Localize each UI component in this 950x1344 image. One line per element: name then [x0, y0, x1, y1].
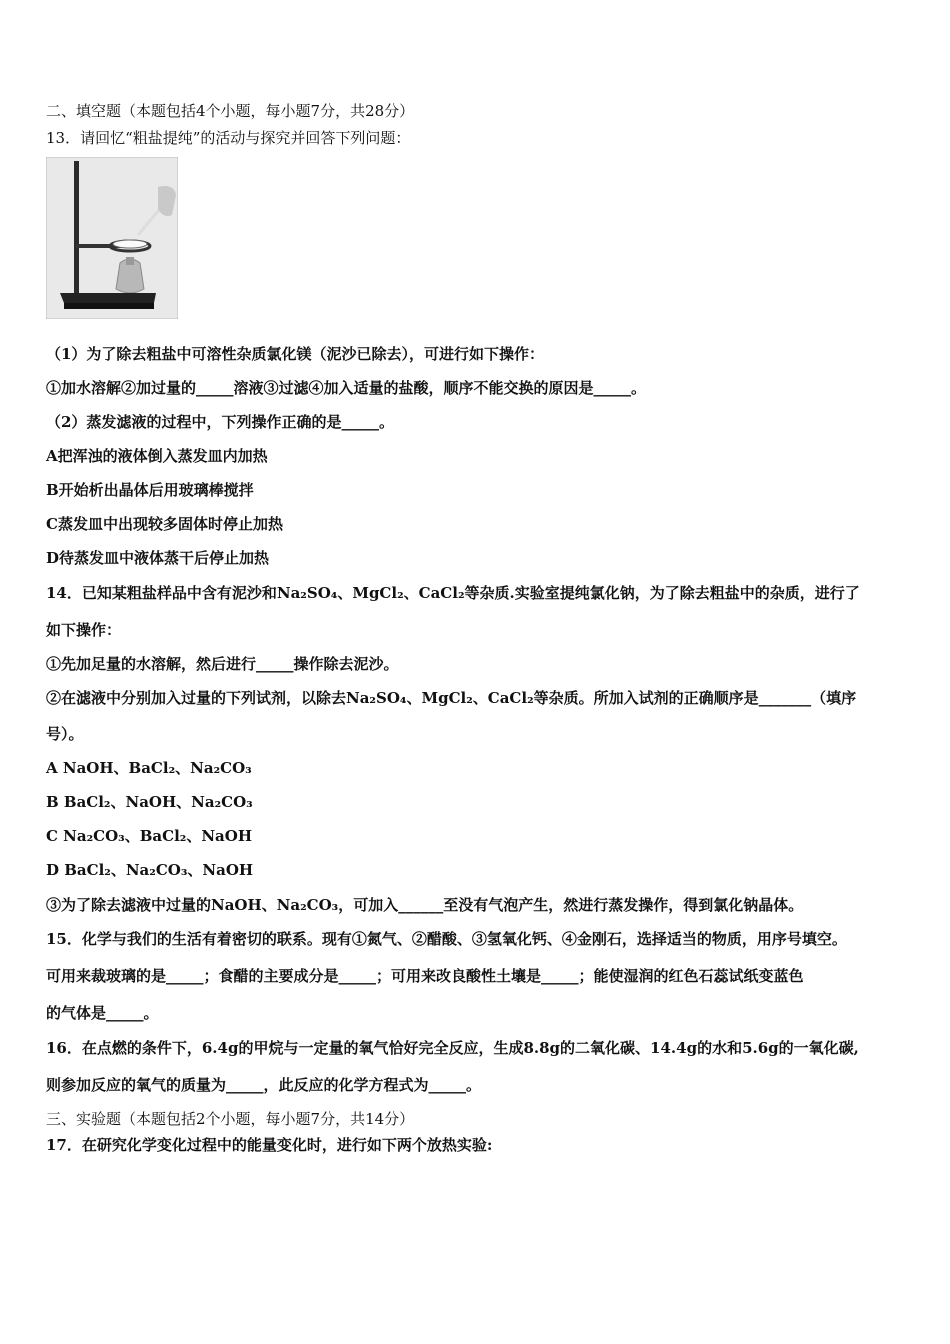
question-15-line-1: 15．化学与我们的生活有着密切的联系。现有①氮气、②醋酸、③氢氧化钙、④金刚石，选择适当的物质，用序号填空。: [46, 930, 847, 948]
question-13-part-2: （2）蒸发滤液的过程中，下列操作正确的是_____。: [46, 413, 394, 431]
question-13-option-b: B开始析出晶体后用玻璃棒搅拌: [46, 481, 254, 499]
question-15-line-2: 可用来裁玻璃的是_____；食醋的主要成分是_____；可用来改良酸性土壤是_____；能使湿润的红色石蕊试纸变蓝色: [46, 967, 804, 985]
question-14-option-d: D BaCl₂、Na₂CO₃、NaOH: [46, 861, 254, 879]
section-heading-experiment: 三、实验题（本题包括2个小题，每小题7分，共14分）: [46, 1110, 415, 1128]
question-13-part-1-steps: ①加水溶解②加过量的_____溶液③过滤④加入适量的盐酸，顺序不能交换的原因是_____。: [46, 379, 647, 397]
question-14-step-1: ①先加足量的水溶解，然后进行_____操作除去泥沙。: [46, 655, 399, 673]
question-14-stem-line-1: 14．已知某粗盐样品中含有泥沙和Na₂SO₄、MgCl₂、CaCl₂等杂质.实验室提纯氯化钠，为了除去粗盐中的杂质，进行了: [46, 584, 860, 602]
question-16-line-2: 则参加反应的氧气的质量为_____，此反应的化学方程式为_____。: [46, 1076, 482, 1094]
question-15-line-3: 的气体是_____。: [46, 1004, 159, 1022]
evaporation-apparatus-photo: [46, 157, 178, 319]
question-16-line-1: 16．在点燃的条件下，6.4g的甲烷与一定量的氧气恰好完全反应，生成8.8g的二氧化碳、14.4g的水和5.6g的一氧化碳,: [46, 1039, 859, 1057]
question-14-step-2-line-2: 号）。: [46, 725, 84, 743]
question-14-option-c: C Na₂CO₃、BaCl₂、NaOH: [46, 827, 253, 845]
question-14-step-2-line-1: ②在滤液中分别加入过量的下列试剂，以除去Na₂SO₄、MgCl₂、CaCl₂等杂质。所加入试剂的正确顺序是_______（填序: [46, 689, 857, 707]
question-13-option-c: C蒸发皿中出现较多固体时停止加热: [46, 515, 283, 533]
question-14-stem-line-2: 如下操作：: [46, 621, 122, 639]
question-17-stem: 17．在研究化学变化过程中的能量变化时，进行如下两个放热实验:: [46, 1136, 493, 1154]
question-13-stem: 13．请回忆“粗盐提纯”的活动与探究并回答下列问题：: [46, 129, 411, 147]
question-14-option-b: B BaCl₂、NaOH、Na₂CO₃: [46, 793, 253, 811]
question-14-step-3: ③为了除去滤液中过量的NaOH、Na₂CO₃，可加入______至没有气泡产生，然进行蒸发操作，得到氯化钠晶体。: [46, 896, 804, 914]
question-13-option-d: D待蒸发皿中液体蒸干后停止加热: [46, 549, 270, 567]
question-14-option-a: A NaOH、BaCl₂、Na₂CO₃: [46, 759, 252, 777]
question-13-part-1: （1）为了除去粗盐中可溶性杂质氯化镁（泥沙已除去），可进行如下操作：: [46, 345, 544, 363]
question-13-option-a: A把浑浊的液体倒入蒸发皿内加热: [46, 447, 268, 465]
section-heading-fill-in: 二、填空题（本题包括4个小题，每小题7分，共28分）: [46, 102, 415, 120]
